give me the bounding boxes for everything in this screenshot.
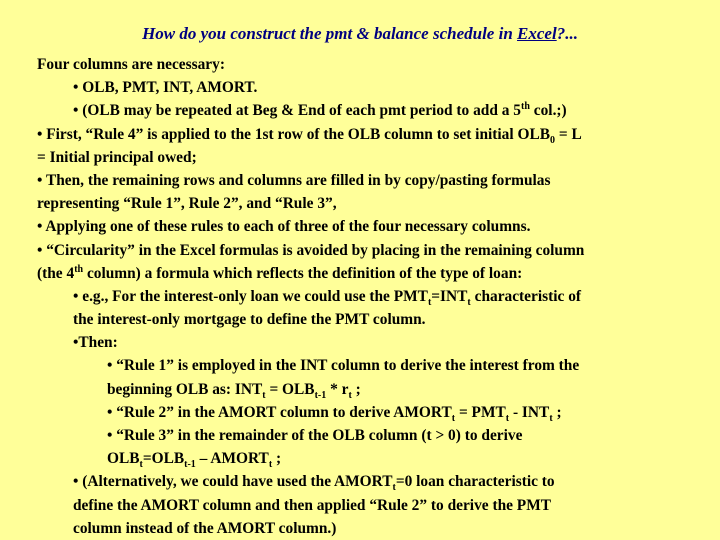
title-prefix: How do you construct the pmt & balance schedule in	[142, 24, 518, 43]
bullet-rule1: • “Rule 1” is employed in the INT column to derive the interest from the	[107, 357, 580, 375]
body-line: $OLB_t=OLB_{t-1}$ – $AMORT_t$ ;	[107, 450, 282, 471]
body-line: Four columns are necessary:	[37, 56, 225, 73]
slide-body	[37, 53, 689, 540]
bullet-columns: • OLB, PMT, INT, AMORT.	[73, 79, 258, 97]
body-line: representing “Rule 1”, Rule 2”, and “Rule 3”,	[37, 195, 337, 213]
bullet-example: • e.g., For the interest-only loan we could use the $PMT_t=INT_t$ characteristic of	[73, 287, 582, 308]
bullet-rule4: • First, “Rule 4” is applied to the 1st row of the OLB column to set initial $OLB_0 = L$	[37, 125, 582, 146]
body-line: (the 4th column) a formula which reflects the definition of the type of loan:	[37, 263, 523, 282]
bullet-rule3: • “Rule 3” in the remainder of the OLB column (t > 0) to derive	[107, 427, 523, 444]
bullet-copy-paste: • Then, the remaining rows and columns are filled in by copy/pasting formulas	[37, 171, 551, 189]
bullet-olb-repeat: • (OLB may be repeated at Beg & End of each pmt period to add a 5th col.;)	[73, 101, 567, 120]
excel-link[interactable]: Excel	[517, 24, 557, 43]
bullet-rule2: • “Rule 2” in the AMORT column to derive $AMORT_t = PMT_t - INT_t$ ;	[107, 403, 562, 424]
bullet-circularity: • “Circularity” in the Excel formulas is avoided by placing in the remaining column	[37, 241, 585, 259]
bullet-alternative: • (Alternatively, we could have used the $AMORT_t=0$ loan characteristic to	[73, 473, 555, 494]
bullet-then: •Then:	[73, 334, 118, 352]
title-suffix: ?...	[556, 24, 578, 43]
body-line: beginning OLB as: $INT_t = OLB_{t-1} * r_t$ ;	[107, 380, 361, 401]
body-line: define the AMORT column and then applied “Rule 2” to derive the PMT	[73, 496, 552, 514]
body-line: the interest-only mortgage to define the PMT column.	[73, 311, 426, 329]
body-line: = Initial principal owed;	[37, 148, 197, 166]
slide-title	[0, 24, 720, 44]
bullet-applying-rules: • Applying one of these rules to each of three of the four necessary columns.	[37, 218, 531, 236]
body-line: column instead of the AMORT column.)	[73, 519, 337, 537]
